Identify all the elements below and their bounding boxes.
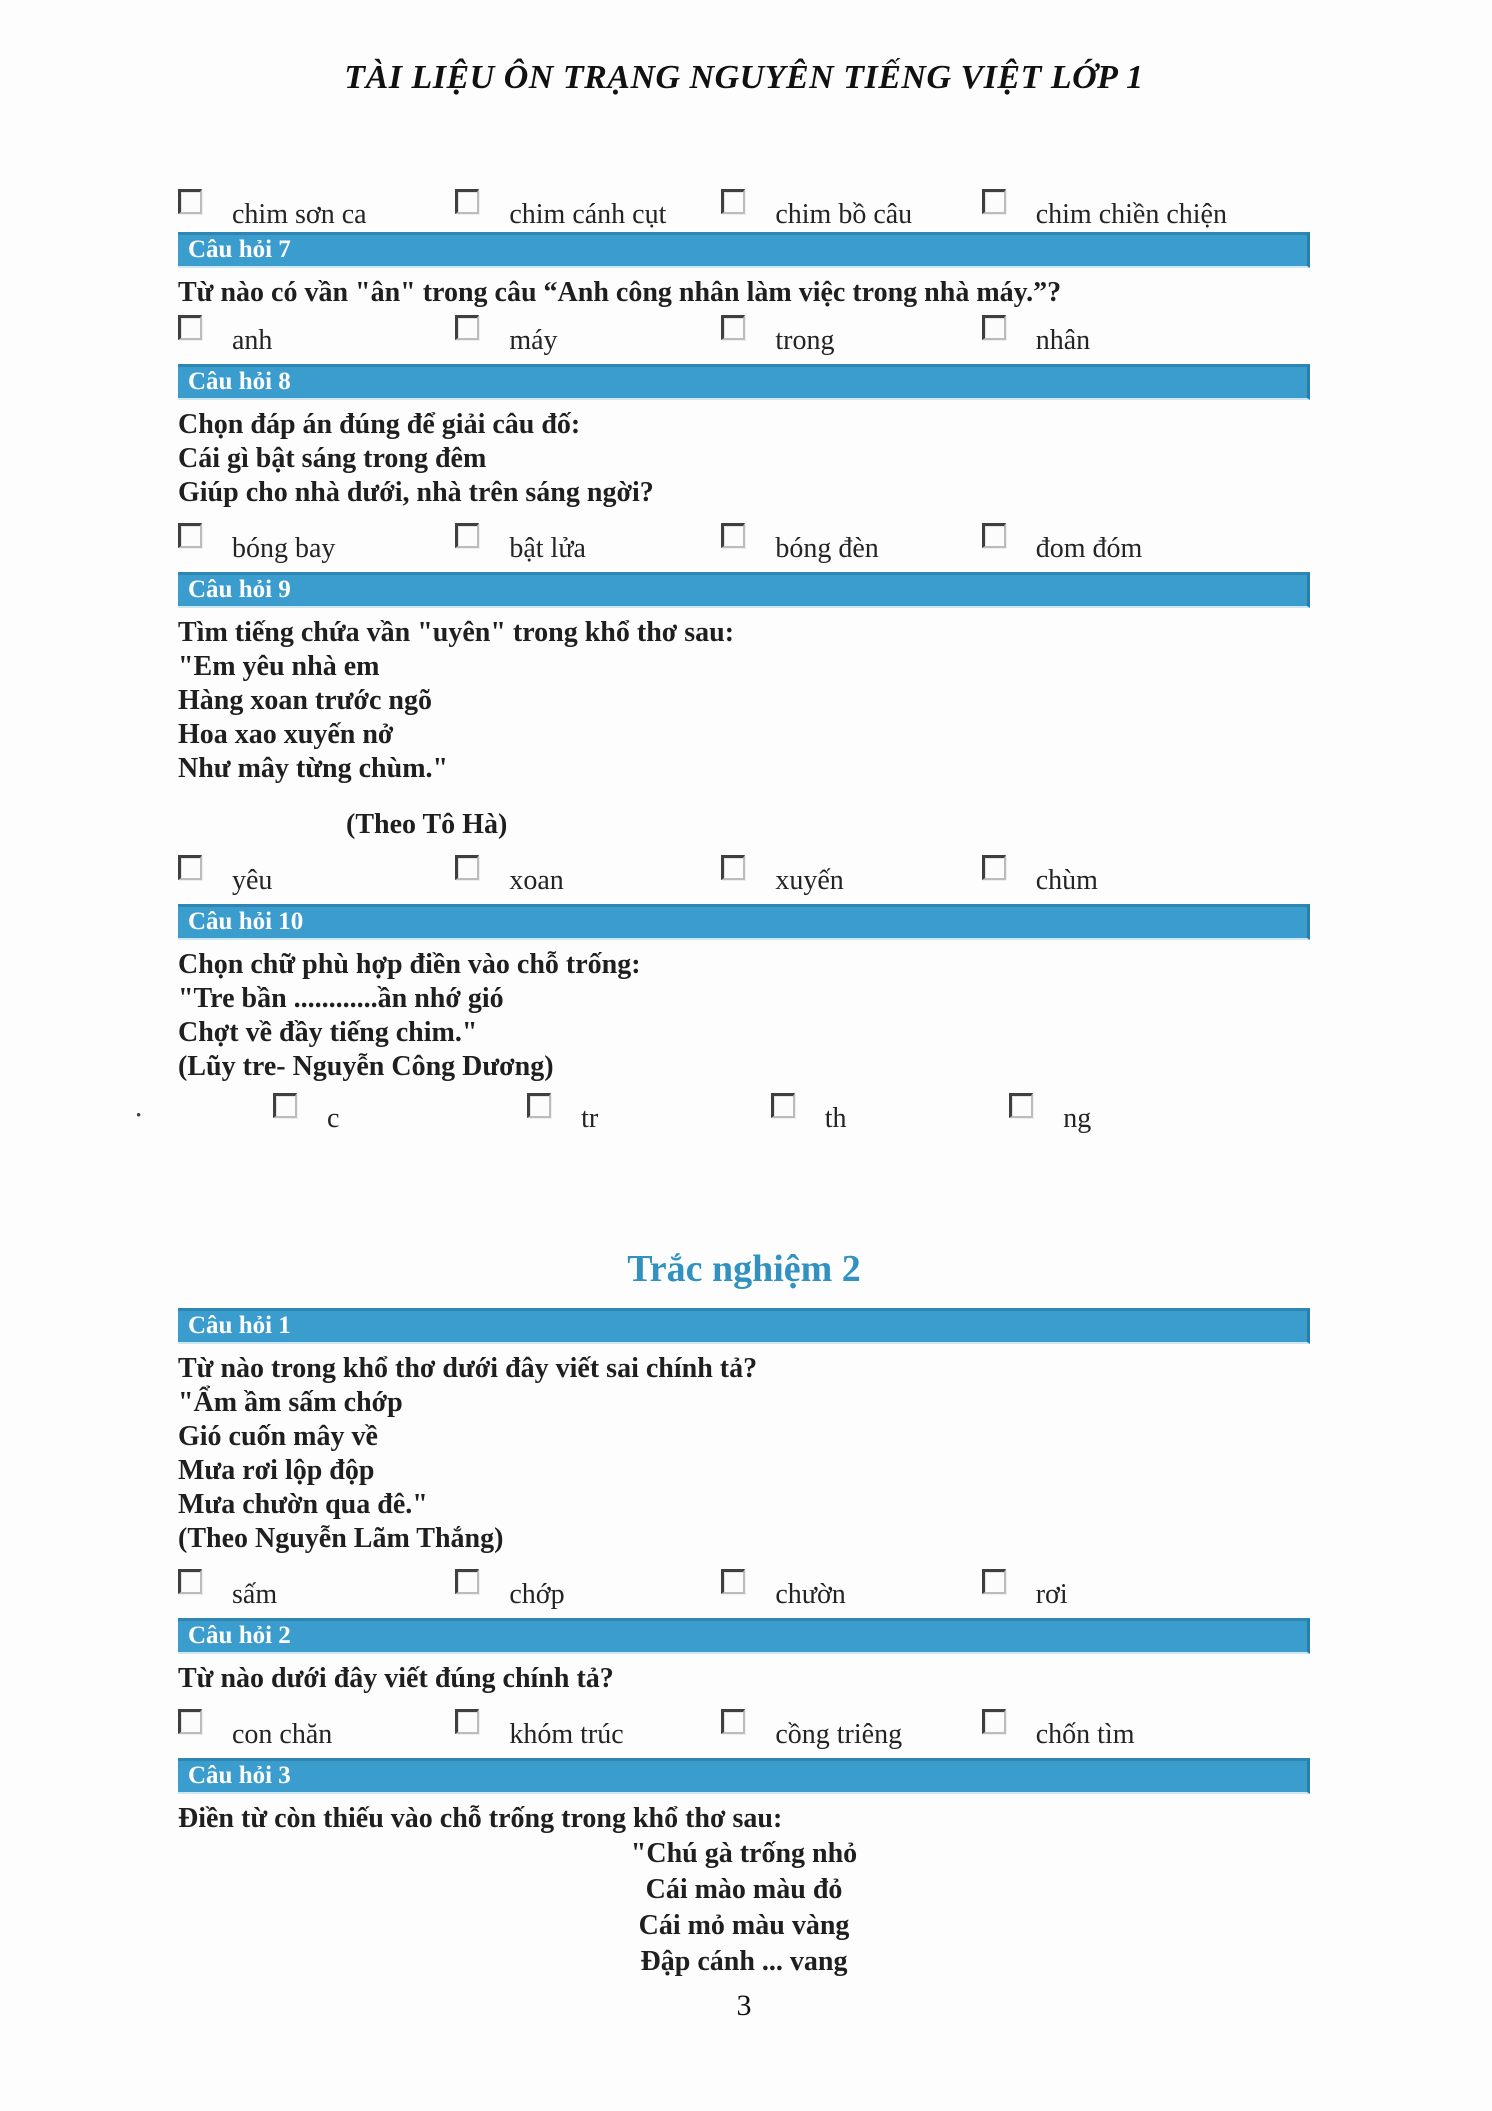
answer-option-label: chim bồ câu bbox=[775, 199, 913, 230]
checkbox[interactable] bbox=[455, 1709, 479, 1734]
checkbox[interactable] bbox=[455, 523, 479, 548]
checkbox[interactable] bbox=[982, 855, 1006, 880]
answer-option-label: bật lửa bbox=[509, 533, 586, 564]
question-header-label: Câu hỏi 10 bbox=[188, 908, 304, 935]
poem-line: "Ẩm ầm sấm chớp bbox=[178, 1387, 403, 1418]
question-body bbox=[178, 1802, 1310, 1980]
question-text: Chọn đáp án đúng để giải câu đố: bbox=[178, 409, 581, 440]
question-text: Tìm tiếng chứa vần "uyên" trong khổ thơ sau: bbox=[178, 617, 735, 648]
question-header-bar bbox=[178, 232, 1310, 268]
answer-option bbox=[982, 522, 1310, 566]
answer-option-label: chim chiền chiện bbox=[1035, 199, 1227, 230]
answer-option bbox=[721, 1568, 981, 1612]
poem-line: Như mây từng chùm." bbox=[178, 753, 449, 784]
answer-option-label: đom đóm bbox=[1035, 533, 1143, 564]
answer-option bbox=[982, 854, 1310, 898]
question-header-label: Câu hỏi 3 bbox=[188, 1762, 291, 1789]
answer-option bbox=[1009, 1092, 1310, 1136]
checkbox[interactable] bbox=[721, 189, 745, 214]
answer-option bbox=[527, 1092, 771, 1136]
answer-option-label: anh bbox=[232, 325, 273, 356]
answer-option bbox=[455, 854, 721, 898]
answer-option-label: chốn tìm bbox=[1035, 1719, 1135, 1750]
answer-option bbox=[455, 188, 721, 232]
document-title: TÀI LIỆU ÔN TRẠNG NGUYÊN TIẾNG VIỆT LỚP 1 bbox=[344, 59, 1144, 96]
checkbox[interactable] bbox=[721, 1569, 745, 1594]
poem-line: Cái mỏ màu vàng bbox=[638, 1910, 850, 1941]
checkbox[interactable] bbox=[178, 1569, 202, 1594]
answer-option-label: khóm trúc bbox=[509, 1719, 624, 1750]
question-text: Giúp cho nhà dưới, nhà trên sáng ngời? bbox=[178, 477, 654, 508]
answer-option bbox=[721, 1708, 981, 1752]
answer-option-label: bóng đèn bbox=[775, 533, 879, 564]
option-row-birds bbox=[178, 188, 1310, 232]
answer-option bbox=[982, 1708, 1310, 1752]
question-text: Từ nào dưới đây viết đúng chính tả? bbox=[178, 1663, 614, 1694]
question-header-label: Câu hỏi 2 bbox=[188, 1622, 291, 1649]
answer-option bbox=[178, 1568, 455, 1612]
checkbox[interactable] bbox=[455, 315, 479, 340]
checkbox[interactable] bbox=[721, 855, 745, 880]
answer-option-label: bóng bay bbox=[232, 533, 336, 564]
checkbox[interactable] bbox=[982, 523, 1006, 548]
answer-option-label: tr bbox=[581, 1103, 599, 1134]
question-text: Từ nào trong khổ thơ dưới đây viết sai chính tả? bbox=[178, 1353, 758, 1384]
answer-option-label: cồng triêng bbox=[775, 1719, 903, 1750]
checkbox[interactable] bbox=[771, 1093, 795, 1118]
question-header-label: Câu hỏi 1 bbox=[188, 1312, 291, 1339]
question-header-bar bbox=[178, 1758, 1310, 1794]
question-header-bar bbox=[178, 904, 1310, 940]
poem-attribution: (Lũy tre- Nguyễn Công Dương) bbox=[178, 1051, 554, 1082]
question-header-label: Câu hỏi 9 bbox=[188, 576, 291, 603]
answer-option-label: yêu bbox=[232, 865, 273, 896]
answer-option bbox=[721, 522, 981, 566]
poem-line: Cái mào màu đỏ bbox=[645, 1874, 843, 1905]
answer-option bbox=[455, 522, 721, 566]
question-text: Điền từ còn thiếu vào chỗ trống trong khổ thơ sau: bbox=[178, 1803, 783, 1834]
answer-option bbox=[455, 314, 721, 358]
answer-option-label: trong bbox=[775, 325, 835, 356]
answer-option-label: máy bbox=[509, 325, 558, 356]
checkbox[interactable] bbox=[721, 1709, 745, 1734]
checkbox[interactable] bbox=[178, 1709, 202, 1734]
question-header-bar bbox=[178, 364, 1310, 400]
question-body bbox=[178, 1352, 1310, 1556]
answer-option-label: chớp bbox=[509, 1579, 565, 1610]
question-header-bar bbox=[178, 1308, 1310, 1344]
question-header-label: Câu hỏi 8 bbox=[188, 368, 291, 395]
checkbox[interactable] bbox=[1009, 1093, 1033, 1118]
checkbox[interactable] bbox=[455, 1569, 479, 1594]
question-header-bar bbox=[178, 1618, 1310, 1654]
poem-attribution: (Theo Nguyễn Lãm Thắng) bbox=[178, 1523, 504, 1554]
checkbox[interactable] bbox=[721, 523, 745, 548]
checkbox[interactable] bbox=[178, 189, 202, 214]
question-body bbox=[178, 948, 1310, 1084]
checkbox[interactable] bbox=[455, 855, 479, 880]
poem-attribution: (Theo Tô Hà) bbox=[346, 809, 508, 840]
question-text: Cái gì bật sáng trong đêm bbox=[178, 443, 487, 474]
poem-line: "Em yêu nhà em bbox=[178, 651, 380, 682]
checkbox[interactable] bbox=[455, 189, 479, 214]
checkbox[interactable] bbox=[178, 855, 202, 880]
poem-line: Gió cuốn mây về bbox=[178, 1421, 378, 1452]
section-title: Trắc nghiệm 2 bbox=[627, 1248, 861, 1290]
poem-line: "Chú gà trống nhỏ bbox=[630, 1838, 858, 1869]
answer-option bbox=[455, 1568, 721, 1612]
answer-option-label: chườn bbox=[775, 1579, 846, 1610]
answer-option-label: ng bbox=[1063, 1103, 1092, 1134]
checkbox[interactable] bbox=[982, 1709, 1006, 1734]
option-row-q9 bbox=[178, 854, 1310, 898]
checkbox[interactable] bbox=[527, 1093, 551, 1118]
answer-option-label: chim sơn ca bbox=[232, 199, 367, 230]
answer-option bbox=[721, 188, 981, 232]
answer-option-label: chim cánh cụt bbox=[509, 199, 667, 230]
question-header-label: Câu hỏi 7 bbox=[188, 236, 291, 263]
answer-option-label: con chăn bbox=[232, 1719, 333, 1750]
poem-line: Đập cánh ... vang bbox=[640, 1946, 848, 1977]
answer-option bbox=[178, 188, 455, 232]
answer-option-label: xoan bbox=[509, 865, 564, 896]
answer-option-label: nhân bbox=[1035, 325, 1091, 356]
answer-option-label: chùm bbox=[1035, 865, 1098, 896]
question-body bbox=[178, 276, 1310, 310]
poem-line: Chợt về đầy tiếng chim." bbox=[178, 1017, 478, 1048]
answer-option-label: rơi bbox=[1035, 1579, 1068, 1610]
option-row-t2q1 bbox=[178, 1568, 1310, 1612]
poem-line: Hàng xoan trước ngõ bbox=[178, 685, 432, 716]
option-row-q10 bbox=[136, 1092, 1310, 1136]
answer-option bbox=[771, 1092, 1010, 1136]
answer-option bbox=[982, 1568, 1310, 1612]
question-text: Từ nào có vần "ân" trong câu “Anh công nhân làm việc trong nhà máy.”? bbox=[178, 277, 1062, 308]
poem-line: Mưa rơi lộp độp bbox=[178, 1455, 375, 1486]
question-text: Chọn chữ phù hợp điền vào chỗ trống: bbox=[178, 949, 641, 980]
question-body bbox=[178, 1662, 1310, 1696]
answer-option-label: c bbox=[327, 1103, 340, 1134]
answer-option bbox=[455, 1708, 721, 1752]
answer-option bbox=[982, 314, 1310, 358]
question-body bbox=[178, 616, 1310, 842]
answer-option bbox=[721, 854, 981, 898]
checkbox[interactable] bbox=[982, 315, 1006, 340]
page-number: 3 bbox=[736, 1989, 752, 2022]
poem-line: Mưa chườn qua đê." bbox=[178, 1489, 428, 1520]
checkbox[interactable] bbox=[982, 189, 1006, 214]
option-row-t2q2 bbox=[178, 1708, 1310, 1752]
checkbox[interactable] bbox=[982, 1569, 1006, 1594]
option-row-q8 bbox=[178, 522, 1310, 566]
checkbox[interactable] bbox=[178, 315, 202, 340]
answer-option bbox=[178, 522, 455, 566]
answer-option-label: th bbox=[824, 1103, 847, 1134]
answer-option bbox=[178, 1708, 455, 1752]
answer-option bbox=[178, 314, 455, 358]
poem-line: "Tre bần ............ần nhớ gió bbox=[178, 983, 504, 1014]
checkbox[interactable] bbox=[721, 315, 745, 340]
list-bullet: • bbox=[136, 1108, 142, 1124]
checkbox[interactable] bbox=[273, 1093, 297, 1118]
answer-option bbox=[982, 188, 1310, 232]
answer-option bbox=[178, 854, 455, 898]
option-row-q7 bbox=[178, 314, 1310, 358]
answer-option bbox=[721, 314, 981, 358]
answer-option bbox=[273, 1092, 527, 1136]
answer-option-label: xuyến bbox=[775, 865, 844, 896]
poem-line: Hoa xao xuyến nở bbox=[178, 719, 394, 750]
question-body bbox=[178, 408, 1310, 510]
answer-option-label: sấm bbox=[232, 1579, 278, 1610]
checkbox[interactable] bbox=[178, 523, 202, 548]
question-header-bar bbox=[178, 572, 1310, 608]
